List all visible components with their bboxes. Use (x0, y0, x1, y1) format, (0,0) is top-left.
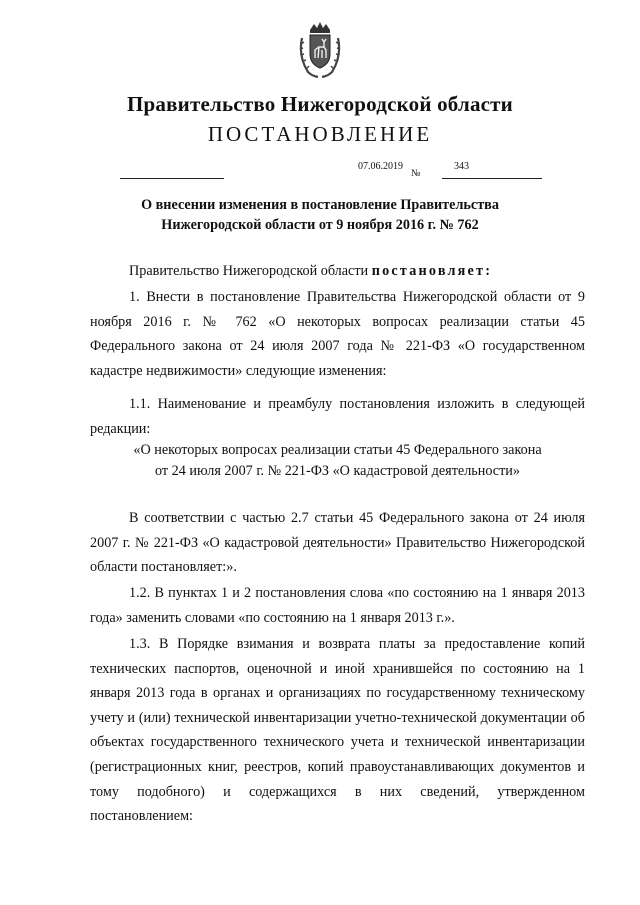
quote-line-2: от 24 июля 2007 г. № 221-ФЗ «О кадастровой деятельности» (155, 463, 520, 479)
coat-of-arms-icon (298, 20, 342, 80)
intro-action: постановляет: (371, 263, 493, 279)
paragraph-1-3 (90, 632, 585, 829)
paragraph-1-2 (90, 581, 585, 630)
date-underline-left (120, 178, 224, 179)
number-underline (442, 178, 542, 179)
preamble-paragraph (90, 506, 585, 580)
subject-line-1: О внесении изменения в постановление Правительства (141, 197, 499, 213)
document-subject (0, 195, 640, 235)
paragraph-1 (90, 285, 585, 383)
paragraph-1-3-text: 1.3. В Порядке взимания и возврата платы за предоставление копий технических паспортов, оценочной и иной хранившейся по состоянию на 1 января 2013 года в органах и организациях по государственному техническому учету и (или) технической инвентаризации учетно-технической документации об объектах государственного технического учета и технической инвентаризации (регистрационных книг, реестров, копий правоустанавливающих документов и тому подобного) и содержащихся в них сведений, утвержденном постановлением: (90, 636, 585, 825)
paragraph-1-text: 1. Внести в постановление Правительства Нижегородской области от 9 ноября 2016 г. № 762 «О некоторых вопросах реализации статьи 45 Федерального закона от 24 июля 2007 года № 221-ФЗ «О государственном кадастре недвижимости» следующие изменения: (90, 289, 585, 379)
paragraph-1-1-text: 1.1. Наименование и преамбулу постановления изложить в следующей редакции: (90, 396, 585, 437)
paragraph-1-2-text: 1.2. В пунктах 1 и 2 постановления слова «по состоянию на 1 января 2013 года» заменить словами «по состоянию на 1 января 2013 г.». (90, 585, 585, 626)
quote-line-1: «О некоторых вопросах реализации статьи 45 Федерального закона (133, 442, 542, 458)
number-sign: № (411, 168, 421, 179)
document-date: 07.06.2019 (358, 161, 403, 172)
preamble-text: В соответствии с частью 2.7 статьи 45 Федерального закона от 24 июля 2007 г. № 221-ФЗ «О кадастровой деятельности» Правительство Нижегородской области постановляет:». (90, 510, 585, 576)
subject-line-2: Нижегородской области от 9 ноября 2016 г. № 762 (161, 217, 479, 233)
document-number: 343 (454, 161, 469, 172)
intro-paragraph (90, 259, 585, 284)
new-title-quote (90, 440, 585, 482)
intro-text: Правительство Нижегородской области (129, 263, 372, 279)
document-type: ПОСТАНОВЛЕНИЕ (207, 122, 433, 146)
government-name: Правительство Нижегородской области (127, 92, 513, 116)
paragraph-1-1 (90, 392, 585, 441)
